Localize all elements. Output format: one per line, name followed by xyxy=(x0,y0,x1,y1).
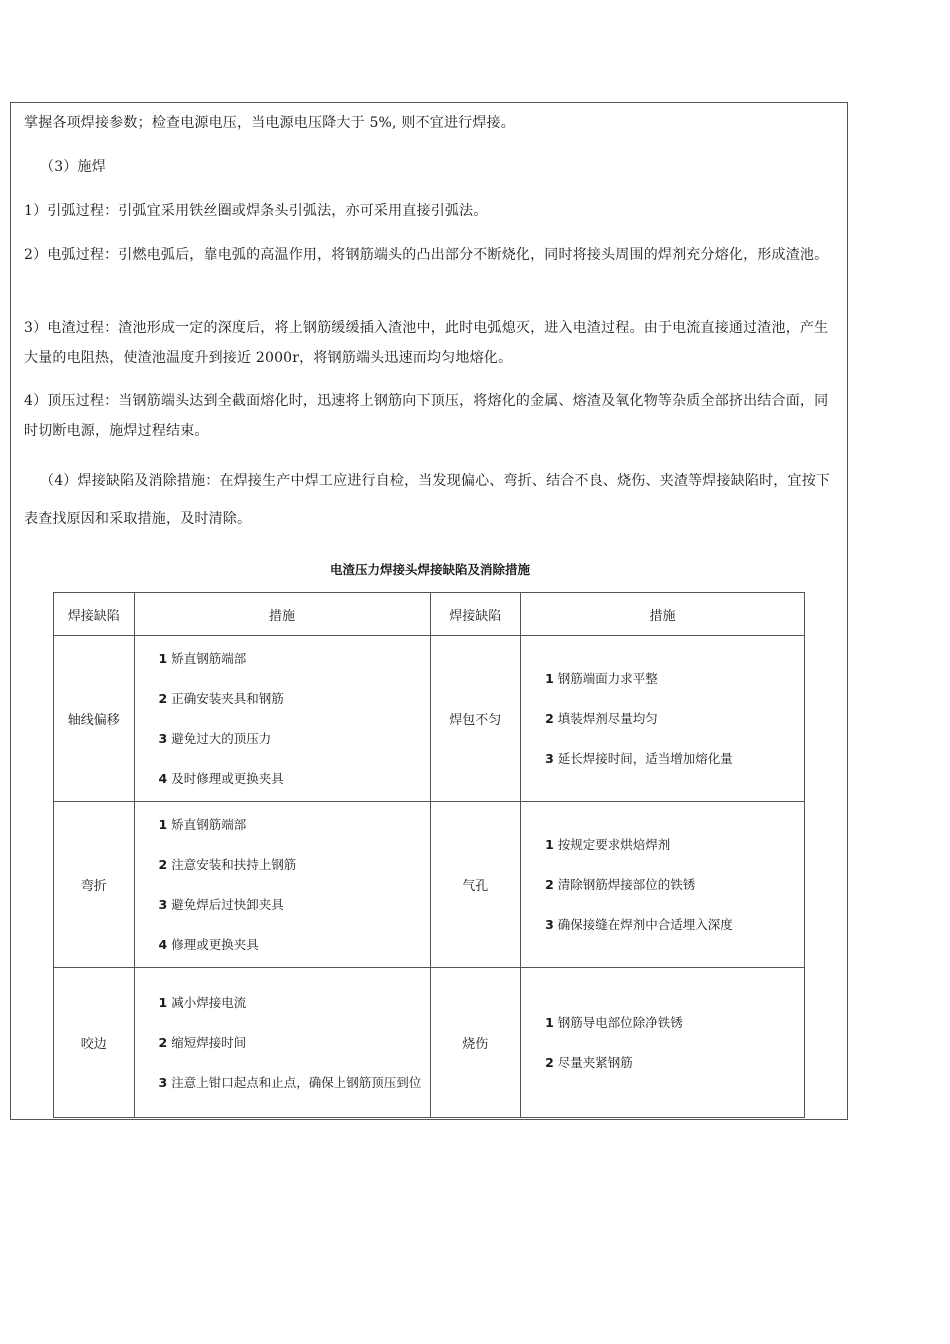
paragraph-press-process: 4）顶压过程：当钢筋端头达到全截面熔化时，迅速将上钢筋向下顶压，将熔化的金属、熔渣及氧化物等杂质全部挤出结合面，同时切断电源，施焊过程结束。 xyxy=(24,393,829,439)
measures-list xyxy=(521,968,805,1118)
measure-item: 2 注意安装和扶持上钢筋 xyxy=(158,856,297,872)
table-row xyxy=(54,802,805,968)
header-defect-left: 焊接缺陷 xyxy=(54,593,135,636)
measure-item: 3 注意上钳口起点和止点，确保上钢筋顶压到位 xyxy=(158,1074,422,1090)
measures-list xyxy=(134,636,430,802)
measure-item: 2 正确安装夹具和钢筋 xyxy=(158,690,284,706)
defects-table xyxy=(53,592,805,1118)
measure-item: 4 及时修理或更换夹具 xyxy=(158,770,284,786)
measure-item: 2 缩短焊接时间 xyxy=(158,1034,247,1050)
measures-list xyxy=(134,802,430,968)
defect-name: 咬边 xyxy=(54,968,135,1118)
header-defect-right: 焊接缺陷 xyxy=(430,593,521,636)
measure-item: 1 减小焊接电流 xyxy=(158,994,247,1010)
measure-item: 3 延长焊接时间，适当增加熔化量 xyxy=(545,750,733,766)
paragraph-defects-intro: （4）焊接缺陷及消除措施：在焊接生产中焊工应进行自检，当发现偏心、弯折、结合不良、烧伤、夹渣等焊接缺陷时，宜按下表查找原因和采取措施，及时清除。 xyxy=(24,473,831,527)
table-row xyxy=(54,968,805,1118)
defect-name: 气孔 xyxy=(430,802,521,968)
table-caption: 电渣压力焊接头焊接缺陷及消除措施 xyxy=(329,562,530,577)
measure-item: 2 尽量夹紧钢筋 xyxy=(545,1054,633,1070)
measure-item: 1 按规定要求烘焙焊剂 xyxy=(545,836,671,852)
measure-item: 1 矫直钢筋端部 xyxy=(158,816,247,832)
measures-list xyxy=(521,802,805,968)
table-header-row xyxy=(54,593,805,636)
measure-item: 1 钢筋端面力求平整 xyxy=(545,670,658,686)
measure-item: 3 避免过大的顶压力 xyxy=(158,730,272,746)
header-measures-left: 措施 xyxy=(134,593,430,636)
paragraph-heading-welding: （3）施焊 xyxy=(40,159,106,175)
paragraph-parameters: 掌握各项焊接参数；检查电源电压，当电源电压降大于 5%, 则不宜进行焊接。 xyxy=(24,115,515,131)
measure-item: 1 钢筋导电部位除净铁锈 xyxy=(545,1014,683,1030)
defect-name: 弯折 xyxy=(54,802,135,968)
paragraph-slag-process: 3）电渣过程：渣池形成一定的深度后，将上钢筋缓缓插入渣池中，此时电弧熄灭，进入电渣过程。由于电流直接通过渣池，产生大量的电阻热，使渣池温度升到接近 2000r，将钢筋端头迅速而均匀地熔化。 xyxy=(24,320,829,366)
measure-item: 2 填装焊剂尽量均匀 xyxy=(545,710,658,726)
paragraph-arc-start: 1）引弧过程：引弧宜采用铁丝圈或焊条头引弧法，亦可采用直接引弧法。 xyxy=(24,203,488,219)
measures-list xyxy=(134,968,430,1118)
defect-name: 轴线偏移 xyxy=(54,636,135,802)
header-measures-right: 措施 xyxy=(521,593,805,636)
measure-item: 3 避免焊后过快卸夹具 xyxy=(158,896,284,912)
measure-item: 4 修理或更换夹具 xyxy=(158,936,259,952)
paragraph-arc-process: 2）电弧过程：引燃电弧后，靠电弧的高温作用，将钢筋端头的凸出部分不断烧化，同时将接头周围的焊剂充分熔化，形成渣池。 xyxy=(24,247,829,263)
measures-list xyxy=(521,636,805,802)
measure-item: 3 确保接缝在焊剂中合适埋入深度 xyxy=(545,916,733,932)
defect-name: 焊包不匀 xyxy=(430,636,521,802)
defect-name: 烧伤 xyxy=(430,968,521,1118)
table-row xyxy=(54,636,805,802)
measure-item: 2 清除钢筋焊接部位的铁锈 xyxy=(545,876,696,892)
measure-item: 1 矫直钢筋端部 xyxy=(158,650,247,666)
